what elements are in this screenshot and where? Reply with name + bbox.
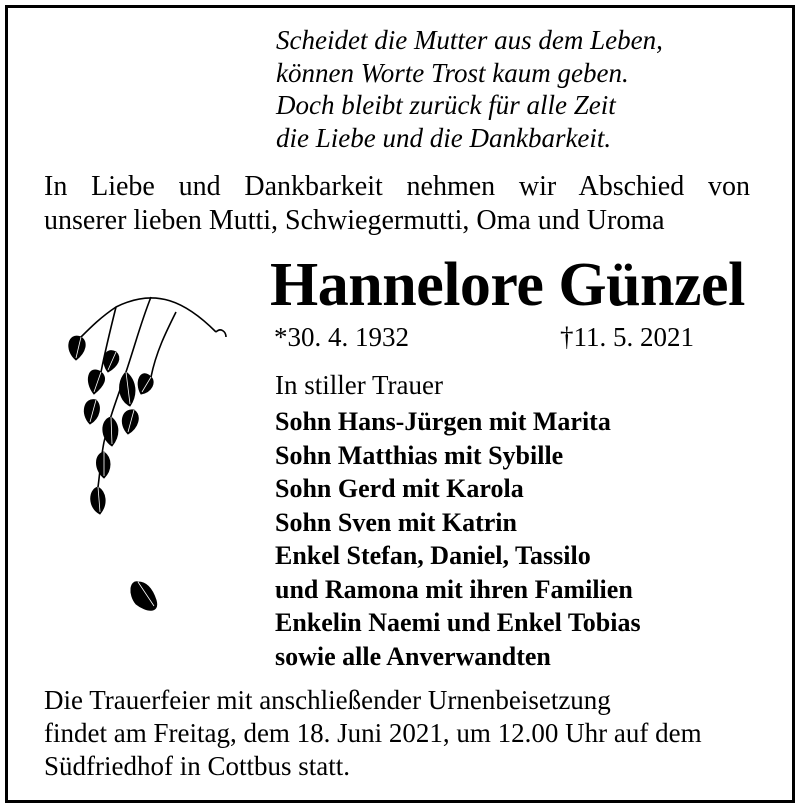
- mourners-list: [275, 405, 641, 673]
- deceased-name: Hannelore Günzel: [270, 251, 745, 319]
- funeral-notice: [44, 684, 702, 783]
- funeral-notice-line: Südfriedhof in Cottbus statt.: [44, 751, 350, 781]
- birth-date: *30. 4. 1932: [274, 322, 409, 352]
- intro-line: unserer lieben Mutti, Schwiegermutti, Oma und Uroma: [44, 205, 665, 236]
- death-date: †11. 5. 2021: [560, 322, 694, 352]
- mourner-line: Sohn Gerd mit Karola: [275, 474, 524, 503]
- mourner-line: und Ramona mit ihren Familien: [275, 574, 633, 604]
- birch-branch-icon: [56, 282, 236, 632]
- memorial-poem: [276, 24, 663, 154]
- farewell-intro: [44, 170, 750, 238]
- intro-line: In Liebe und Dankbarkeit nehmen wir Abschied von: [44, 171, 750, 202]
- mourner-line: Enkelin Naemi und Enkel Tobias: [275, 608, 641, 637]
- funeral-notice-line: Die Trauerfeier mit anschließender Urnenbeisetzung: [44, 685, 611, 715]
- mourner-line: Sohn Sven mit Katrin: [275, 507, 517, 537]
- mourner-line: Sohn Hans-Jürgen mit Marita: [275, 407, 611, 436]
- mourner-line: sowie alle Anverwandten: [275, 641, 551, 671]
- mourner-line: Enkel Stefan, Daniel, Tassilo: [275, 541, 591, 570]
- funeral-notice-line: findet am Freitag, dem 18. Juni 2021, um 12.00 Uhr auf dem: [44, 718, 702, 748]
- poem-line: Doch bleibt zurück für alle Zeit: [276, 90, 616, 120]
- poem-line: können Worte Trost kaum geben.: [276, 57, 629, 88]
- mourning-heading: In stiller Trauer: [275, 370, 443, 400]
- mourner-line: Sohn Matthias mit Sybille: [275, 440, 564, 470]
- poem-line: Scheidet die Mutter aus dem Leben,: [276, 25, 663, 55]
- poem-line: die Liebe und die Dankbarkeit.: [276, 122, 612, 153]
